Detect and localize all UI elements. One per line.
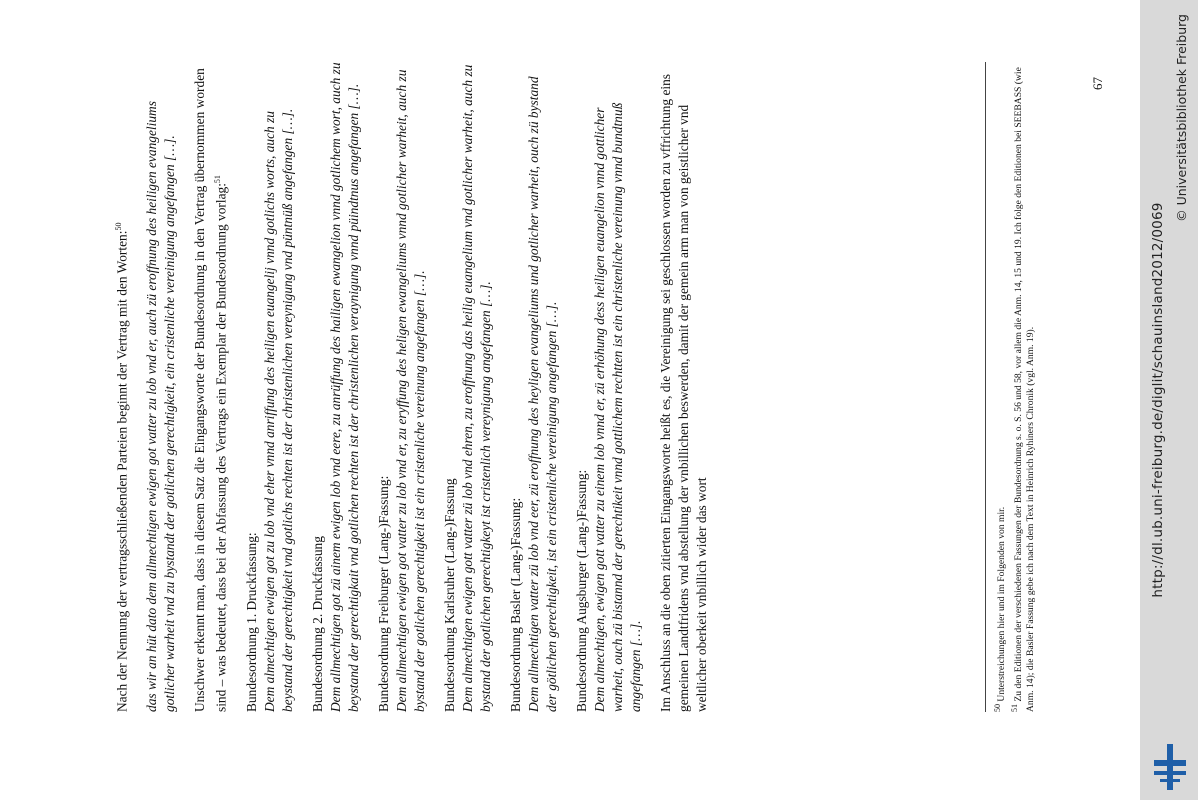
version-block xyxy=(573,62,645,712)
quote-treaty: das wir an hüt dato dem allmechtigen ewigen got vatter zu lob vnd er, auch zü eroffnung des heiligen evangeliums gotlicher warheit vnd zu bystandt der gotlichen gerechtigkeit, ein cristenliche vereinigung angefangen […]. xyxy=(144,101,178,712)
library-logo-icon xyxy=(1150,744,1190,790)
version-heading: Bundesordnung 2. Druckfassung xyxy=(309,536,325,712)
footnote: $^{50}$ Unterstreichungen hier und im Folgenden von mir. xyxy=(993,506,1008,712)
version-block xyxy=(441,62,495,712)
footnotes xyxy=(985,62,1038,712)
version-block xyxy=(309,62,363,712)
footnote-ref[interactable]: 51 xyxy=(213,175,223,184)
copyright-notice: © Universitätsbibliothek Freiburg xyxy=(1174,14,1189,222)
version-heading: Bundesordnung 1. Druckfassung: xyxy=(243,532,259,712)
version-text: Dem allmechtigen ewigen got vatter zu lob vnd er, zu eryffung des heligen ewangeliums vnnd gotlicher warheit, auch zu bystand der gotlichen gerechtigkeit ist ein cristenliche vereinung angefangen […]. xyxy=(393,69,427,712)
version-heading: Bundesordnung Augsburger (Lang-)Fassung: xyxy=(573,469,589,712)
version-heading: Bundesordnung Karlsruher (Lang-)Fassung xyxy=(441,478,457,712)
paragraph-comparison: Unschwer erkennt man, dass in diesem Satz die Eingangsworte der Bundesordnung in den Vertrag übernommen worden sind – was bedeutet, dass bei der Abfassung des Vertrags ein Exemplar der Bundesordnung vorlag:$^{51}$ xyxy=(192,68,229,712)
version-heading: Bundesordnung Basler (Lang-)Fassung: xyxy=(507,497,523,712)
footnote-ref[interactable]: 50 xyxy=(114,222,123,231)
footnote: $^{51}$ Zu den Editionen der verschiedenen Fassungen der Bundesordnung s. o. S. 56 und 58, vor allem die Anm. 14, 15 und 19. Ich folge den Editionen bei SEEBASS (wie Anm. 14); die Basler Fassung gebe ich nach dem Text in Heinrich Ryhiners Chronik (vgl. Anm. 19). xyxy=(1010,67,1037,712)
version-text: Dem almechtigen ewigen gott vatter zü lob vnd ehren, zu eroffnung das heilig euangelium vnd gotlicher warheit, auch zu bystand der gotlichen gerechtigkeyt ist cristenlich vereynigung angefangen […]. xyxy=(459,64,493,712)
version-heading: Bundesordnung Freiburger (Lang-)Fassung: xyxy=(375,475,391,712)
version-block xyxy=(375,62,429,712)
version-block xyxy=(243,62,297,712)
main-text xyxy=(110,62,723,712)
page-number: 67 xyxy=(1090,77,1105,90)
version-text: Dem almechtigen, ewigen gott vatter zu einem lob vnnd er, zü erhöhung dess heiligen euangelion vnnd gottlicher warheit, ouch zü bistannd der gerechtikeit vnnd gottlichem rechtten ist ein christenliche vereinung vnnd bundtnuß angefangen […]. xyxy=(591,102,643,712)
paragraph-intro: Nach der Nennung der vertragsschließenden Parteien beginnt der Vertrag mit den Worten:$^{50}$ xyxy=(114,222,130,712)
paragraph-continuation: Im Anschluss an die oben zitierten Eingangsworte heißt es, die Vereinigung sei geschlossen worden zu vffrichtung eins gemeinen Landtfridens vnd abstellung der vnbillichen beswerden, damit der gemein arm man von geistlicher vnd weltlicher oberkeit vnbillich wider das wort xyxy=(657,73,709,712)
version-text: Dem almechtigen ewigen got zu lob vnd eher vnnd anriffung des heiligen euangelij vnnd gotlichs worts, auch zu beystand der gerechtigkeit vnd gotlichs rechten ist der christenlichen vereynigung vnd püntnüß angefangen […]. xyxy=(261,108,295,712)
version-text: Dem allmechtigen got zü ainem ewigen lob vnd eere, zu anrüffung des hailigen ewangelion vnnd gotlichem wort, auch zu beystand der gerechtigkait vnd gotlichen rechten ist der christenlichen veraynigung vnnd püindtnus angefangen […]. xyxy=(327,62,361,712)
permalink-url[interactable]: http://dl.ub.uni-freiburg.de/diglit/schauinsland2012/0069 xyxy=(1150,202,1166,598)
library-sidebar xyxy=(1140,0,1198,800)
version-text: Dem allmechtigen vatter zü lob vnd eer, zü eroffnung des heyligen evangeliums und gotlicher warheit, ouch zü bystand der götlichen gerechtigkeit, ist ein cristenliche vereinigung angefangen […]. xyxy=(525,76,559,712)
version-block xyxy=(507,62,561,712)
